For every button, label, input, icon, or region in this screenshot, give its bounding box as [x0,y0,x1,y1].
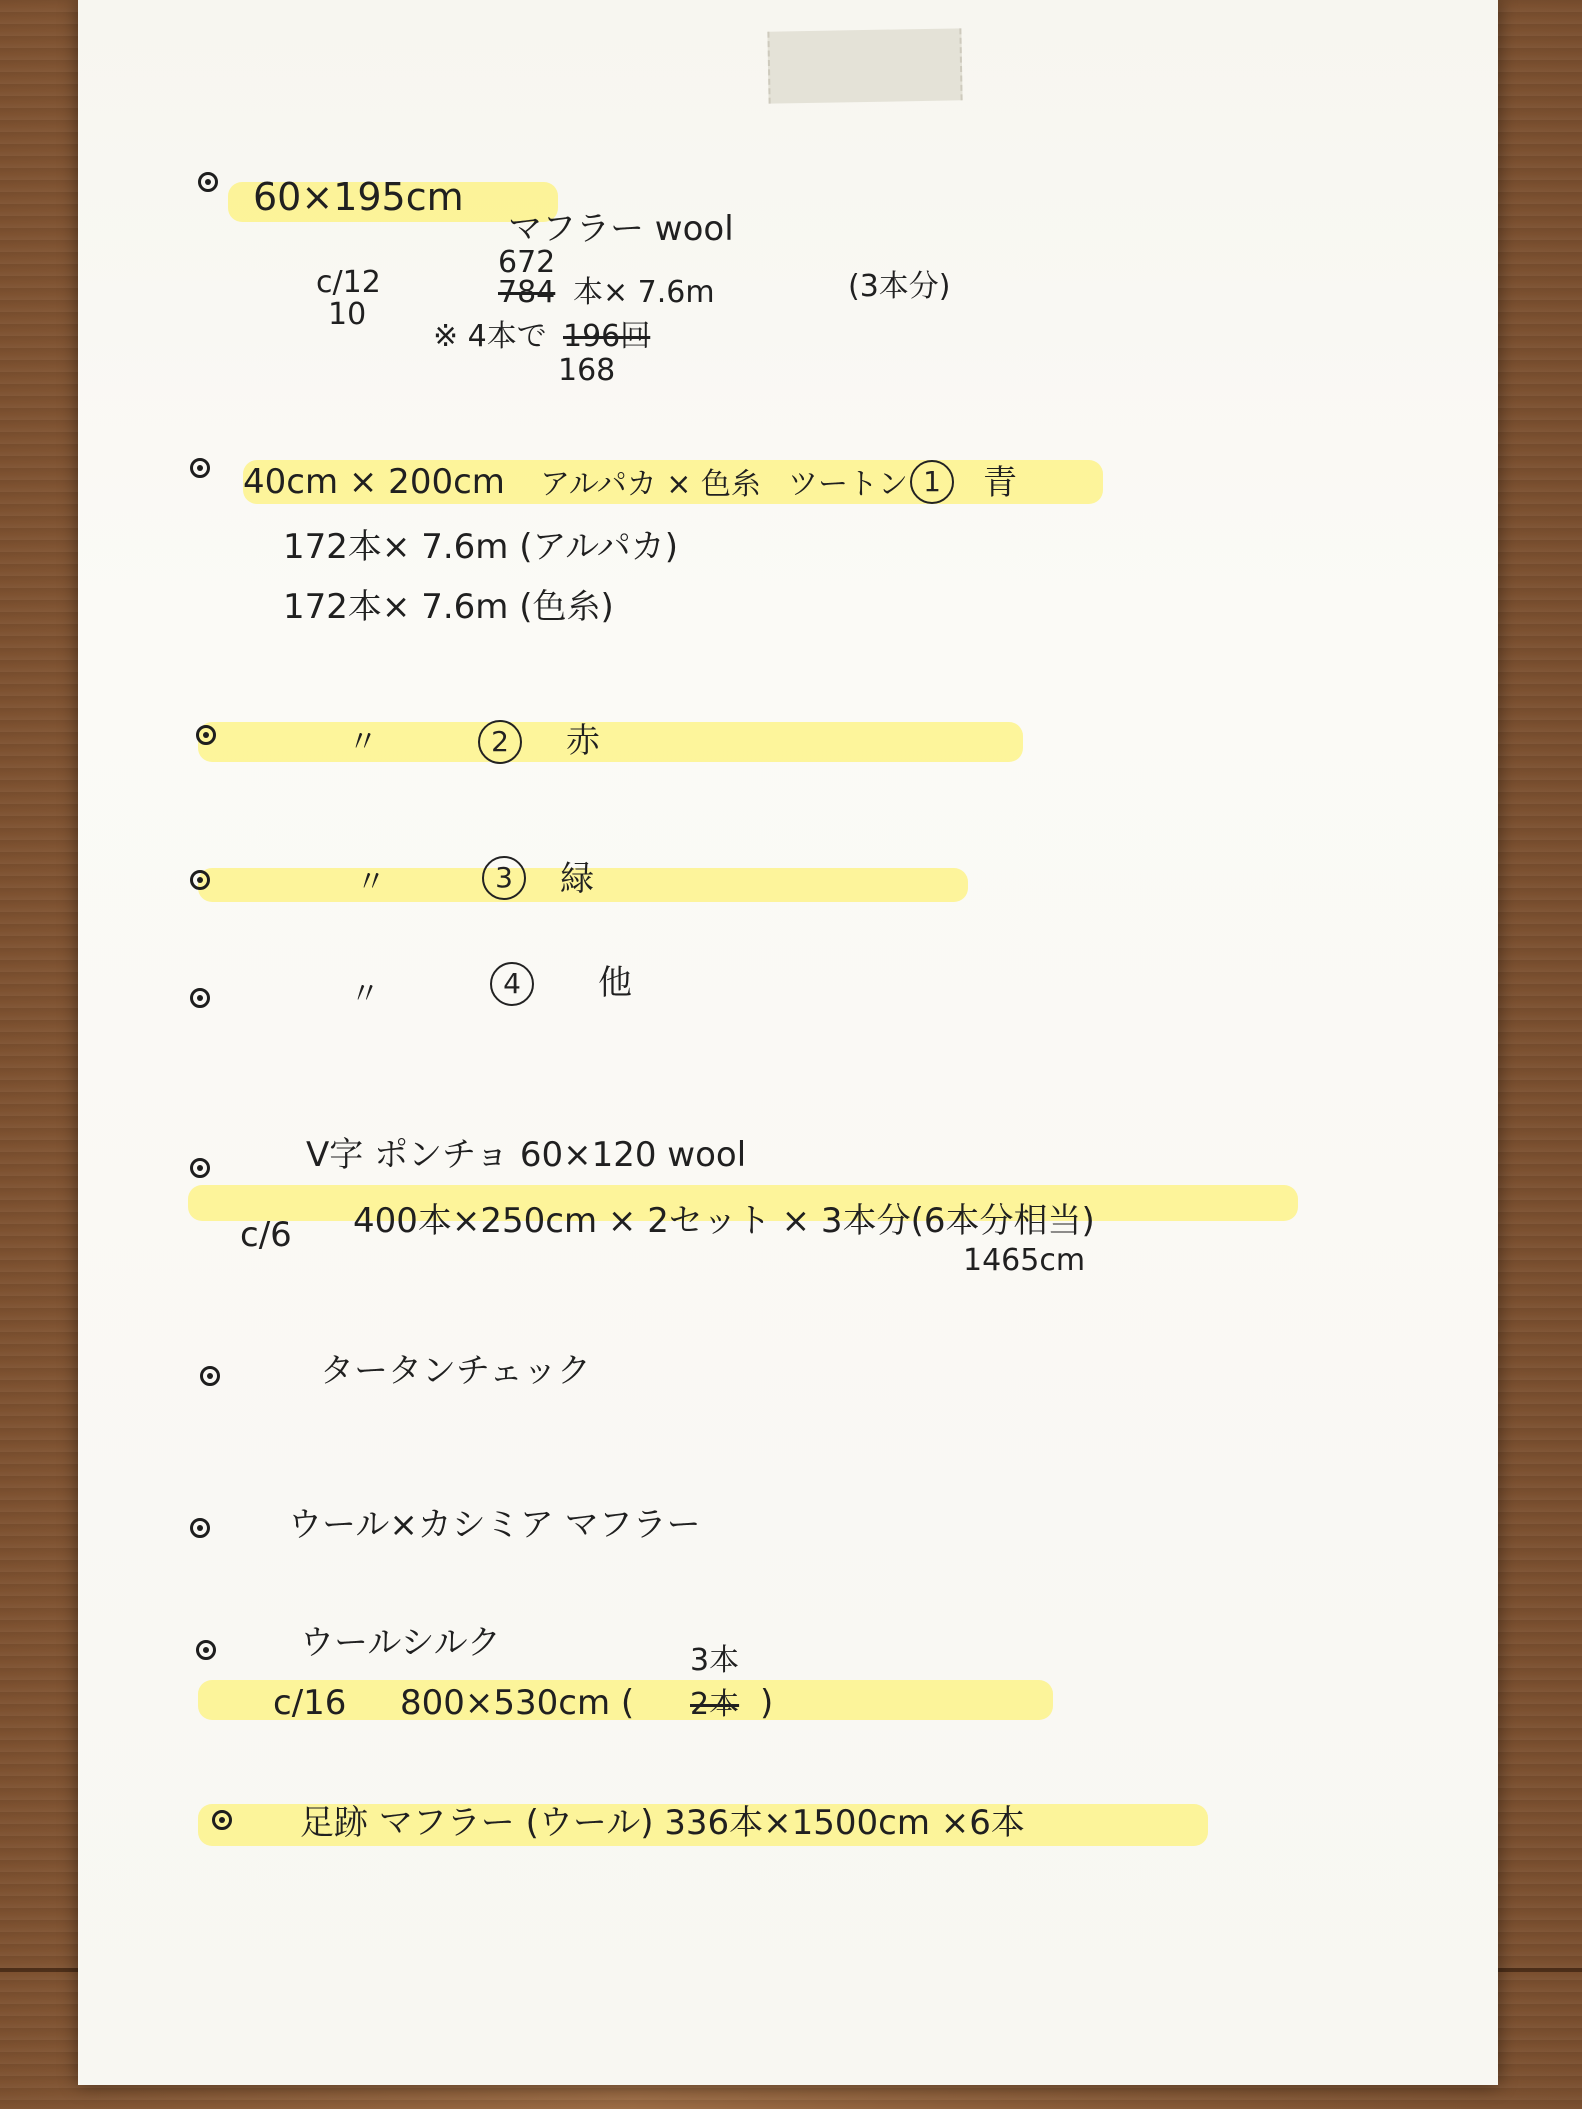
bullet-item1 [198,172,218,192]
bullet-item3 [196,725,216,745]
item1-sett-revised: 10 [328,297,367,332]
item3-circled-number: 2 [478,720,522,764]
paper-sheet [78,0,1498,2085]
bullet-item8 [190,1518,210,1538]
item6-sett: c/6 [240,1215,292,1255]
item3-color: 赤 [566,721,600,761]
bullet-item10 [212,1810,232,1830]
item9-close: ) [760,1683,774,1723]
bullet-item6 [190,1158,210,1178]
item2-title: 40cm × 200cm [243,462,505,502]
item9-count-revised: 3本 [690,1643,740,1678]
item1-sub-note: ※ 4本で [433,319,547,354]
highlight-item3 [198,722,1023,762]
item2-line2: 172本× 7.6m (色糸) [283,587,614,627]
item1-sett-original: c/12 [316,265,381,300]
item9-line: 800×530cm ( [400,1683,635,1723]
item2-circled-number: 1 [910,460,954,504]
item4-ditto: 〃 [356,865,386,900]
item5-color: 他 [598,963,632,1003]
item1-title: 60×195cm [253,175,464,219]
item4-color: 緑 [560,859,594,899]
item8-title: ウール×カシミア マフラー [288,1505,701,1545]
item9-count-original: 2本 [690,1687,740,1722]
item2-line1: 172本× 7.6m (アルパカ) [283,527,678,567]
item6-line: 400本×250cm × 2セット × 3本分(6本分相当) [353,1201,1095,1241]
item5-circled-number: 4 [490,962,534,1006]
bullet-item9 [196,1640,216,1660]
item1-label: マフラー wool [508,209,734,249]
item1-sub-original: 196回 [563,319,651,354]
item2-color: 青 [983,463,1017,503]
item5-ditto: 〃 [350,977,380,1012]
item2-label: アルパカ × 色糸 [540,467,761,502]
item9-title: ウールシルク [300,1623,501,1663]
item6-sub: 1465cm [963,1243,1086,1278]
item1-count-revised: 672 [498,245,556,280]
item1-sub-revised: 168 [558,353,616,388]
bullet-item7 [200,1366,220,1386]
item1-note-right: (3本分) [848,269,951,304]
bullet-item4 [190,870,210,890]
item7-title: タータンチェック [320,1351,591,1391]
item10-title: 足跡 マフラー (ウール) 336本×1500cm ×6本 [300,1803,1025,1843]
bullet-item5 [190,988,210,1008]
item6-title: V字 ポンチョ 60×120 wool [306,1135,747,1175]
item1-count-rest: 本× 7.6m [573,275,715,310]
bullet-item2 [190,458,210,478]
masking-tape [767,28,962,103]
item9-sett: c/16 [273,1683,347,1723]
item2-label2: ツートン [788,467,908,502]
item1-count-original: 784 [498,275,556,310]
item4-circled-number: 3 [482,856,526,900]
item3-ditto: 〃 [348,725,378,760]
